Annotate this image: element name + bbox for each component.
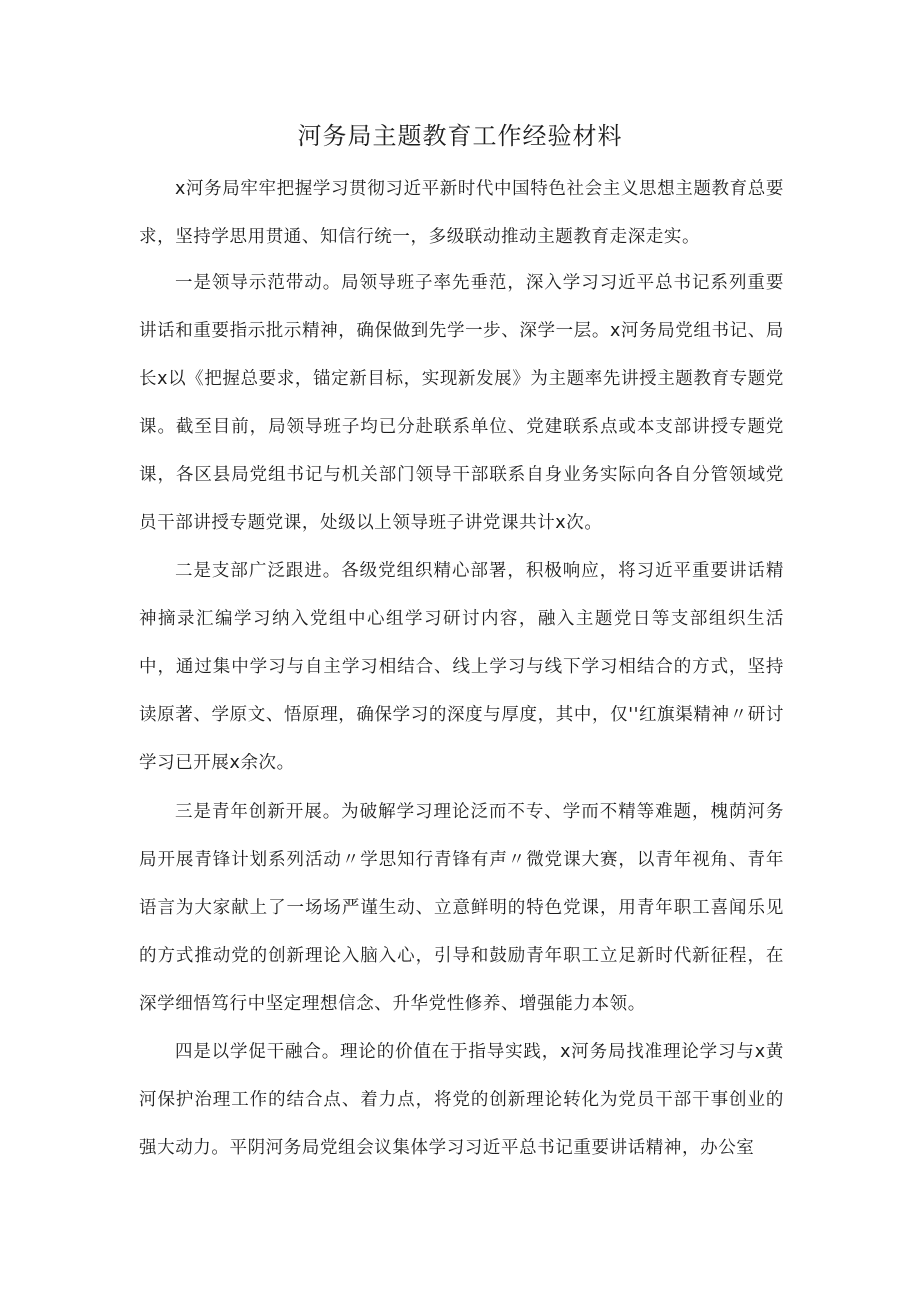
paragraph-branches: 二是支部广泛跟进。各级党组织精心部署，积极响应，将习近平重要讲话精神摘录汇编学习纳入党组中心组学习研讨内容，融入主题党日等支部组织生活中，通过集中学习与自主学习相结合、线上学习与线下学习相结合的方式，坚持读原著、学原文、悟原理，确保学习的深度与厚度，其中，仅''红旗渠精神〃研讨学习已开展x余次。 [139, 561, 784, 773]
document-title: 河务局主题教育工作经验材料 [297, 122, 623, 150]
paragraph-leadership: 一是领导示范带动。局领导班子率先垂范，深入学习习近平总书记系列重要讲话和重要指示批示精神，确保做到先学一步、深学一层。x河务局党组书记、局长x以《把握总要求，锚定新目标，实现新发展》为主题率先讲授主题教育专题党课。截至目前，局领导班子均已分赴联系单位、党建联系点或本支部讲授专题党课，各区县局党组书记与机关部门领导干部联系自身业务实际向各自分管领域党员干部讲授专题党课，处级以上领导班子讲党课共计x次。 [139, 273, 784, 533]
paragraph-practice: 四是以学促干融合。理论的价值在于指导实践，x河务局找准理论学习与x黄河保护治理工作的结合点、着力点，将党的创新理论转化为党员干部干事创业的强大动力。平阴河务局党组会议集体学习习近平总书记重要讲话精神，办公室 [139, 1042, 784, 1158]
paragraph-intro: x河务局牢牢把握学习贯彻习近平新时代中国特色社会主义思想主题教育总要求，坚持学思用贯通、知信行统一，多级联动推动主题教育走深走实。 [139, 179, 784, 247]
paragraph-youth: 三是青年创新开展。为破解学习理论泛而不专、学而不精等难题，槐荫河务局开展青锋计划系列活动〃学思知行青锋有声〃微党课大赛，以青年视角、青年语言为大家献上了一场场严谨生动、立意鲜明的特色党课，用青年职工喜闻乐见的方式推动党的创新理论入脑入心，引导和鼓励青年职工立足新时代新征程，在深学细悟笃行中坚定理想信念、升华党性修养、增强能力本领。 [139, 802, 784, 1014]
